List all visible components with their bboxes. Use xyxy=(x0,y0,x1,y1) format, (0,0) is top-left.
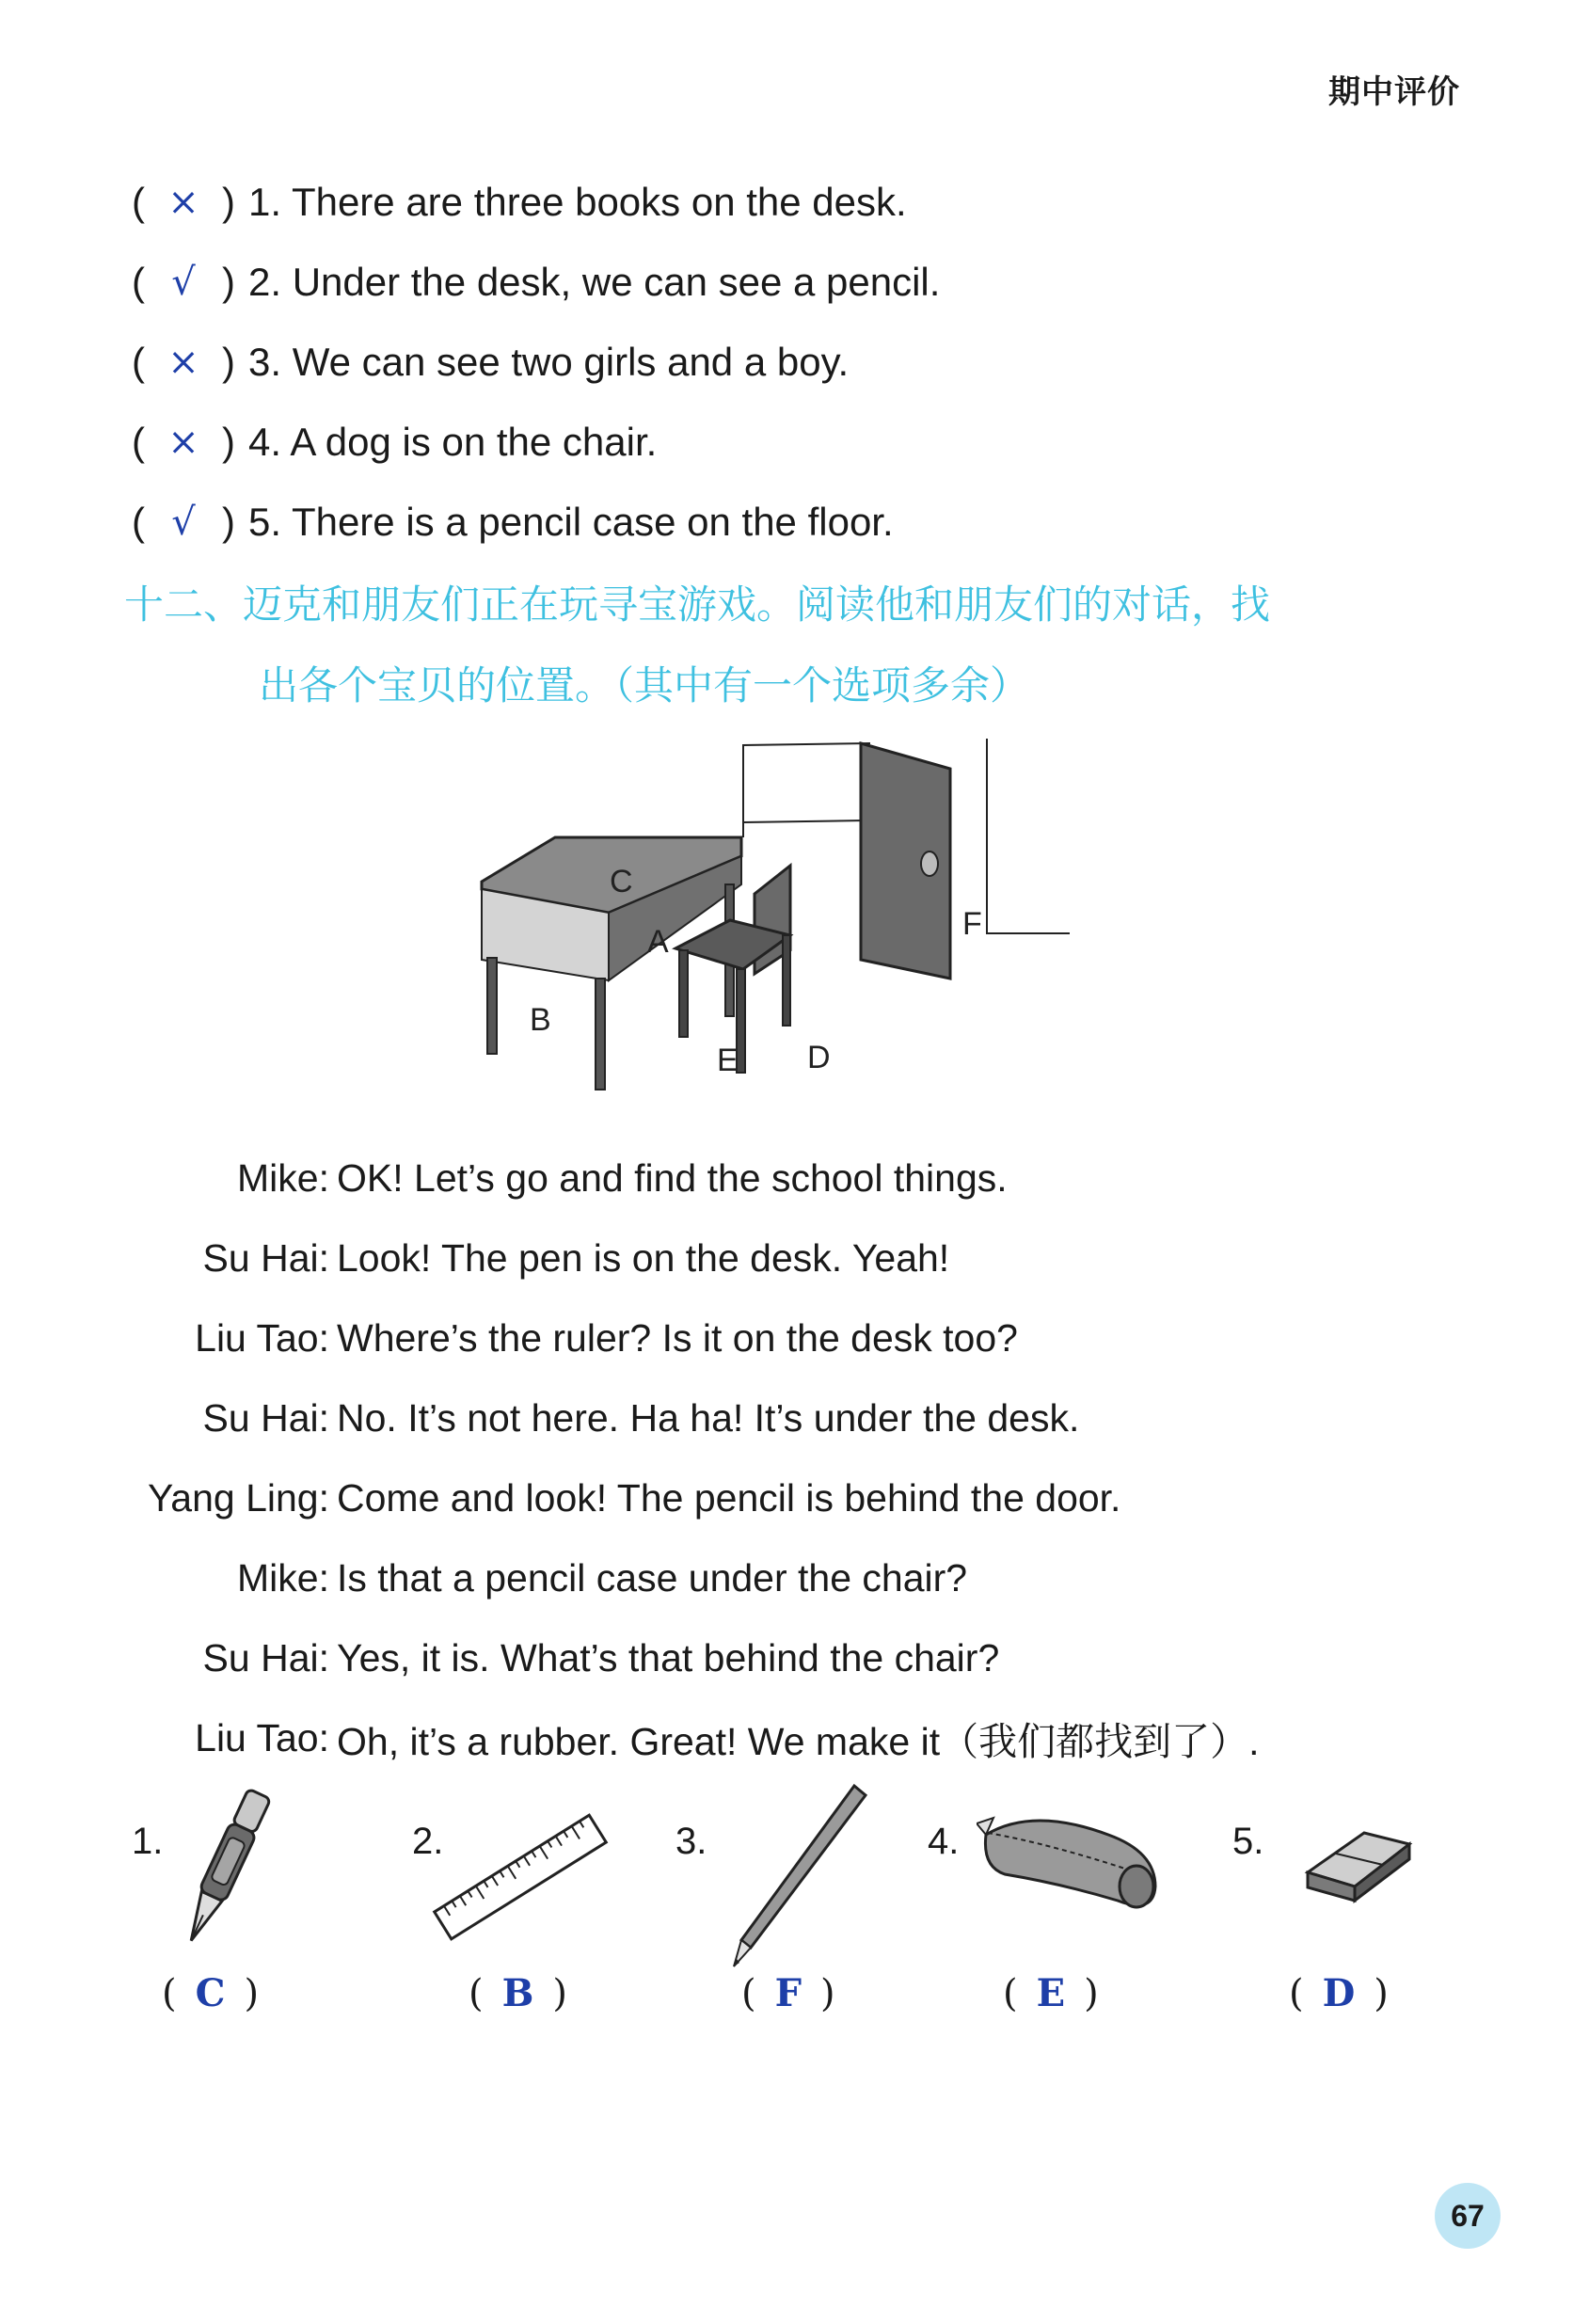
answer-mark: √ xyxy=(171,260,196,304)
desk-leg-icon xyxy=(596,979,605,1090)
open-paren: ( xyxy=(132,499,145,544)
dialogue-line xyxy=(113,1538,1259,1618)
close-paren: ) xyxy=(820,1971,835,2015)
door-frame-icon xyxy=(743,743,870,837)
classroom-scene-illustration xyxy=(470,734,1091,1129)
answer-mark: × xyxy=(167,420,199,464)
open-paren: ( xyxy=(741,1971,756,2015)
speech-text: Come and look! The pencil is behind the door. xyxy=(337,1476,1121,1520)
speaker-name: Liu Tao: xyxy=(195,1716,329,1759)
pencil-case-icon xyxy=(977,1797,1165,1929)
item-number: 3. xyxy=(675,1821,707,1862)
true-false-item xyxy=(132,402,940,482)
true-false-item xyxy=(132,242,940,322)
speaker-name: Mike: xyxy=(237,1156,329,1200)
close-paren: ) xyxy=(552,1971,568,2015)
speaker-name: Liu Tao: xyxy=(195,1316,329,1360)
speech-text: Where’s the ruler? Is it on the desk too? xyxy=(337,1316,1018,1360)
speech-text: OK! Let’s go and find the school things. xyxy=(337,1156,1008,1200)
dialogue-line xyxy=(113,1458,1259,1538)
true-false-item xyxy=(132,162,940,242)
close-paren: ) xyxy=(222,259,235,304)
close-paren: ) xyxy=(244,1971,260,2015)
dialogue-line xyxy=(113,1618,1259,1698)
dialogue xyxy=(113,1138,1259,1778)
speech-text: Look! The pen is on the desk. Yeah! xyxy=(337,1236,950,1280)
item-answer-value: E xyxy=(1036,1971,1066,2015)
scene-label-c: C xyxy=(610,864,633,899)
open-paren: ( xyxy=(162,1971,177,2015)
open-paren: ( xyxy=(132,259,145,304)
statement-text: 2. Under the desk, we can see a pencil. xyxy=(248,259,941,304)
scene-label-e: E xyxy=(717,1043,739,1078)
dialogue-line xyxy=(113,1698,1259,1778)
item-answer xyxy=(1003,1971,1099,2015)
dialogue-line xyxy=(113,1298,1259,1378)
speech-text: Oh, it’s a rubber. Great! We make it（我们都找到了）. xyxy=(337,1720,1260,1763)
section-heading xyxy=(124,565,1460,726)
open-paren: ( xyxy=(469,1971,484,2015)
wall-corner-icon xyxy=(987,739,1070,933)
item-answer-value: F xyxy=(774,1971,802,2015)
close-paren: ) xyxy=(221,339,235,384)
answer-parentheses xyxy=(132,420,235,465)
open-paren: ( xyxy=(132,419,145,464)
item-answer xyxy=(469,1971,567,2015)
close-paren: ) xyxy=(221,179,235,224)
dialogue-line xyxy=(113,1218,1259,1298)
chair-leg-icon xyxy=(783,935,790,1026)
item-answer xyxy=(162,1971,259,2015)
item-answer-value: B xyxy=(501,1971,534,2015)
open-paren: ( xyxy=(1289,1971,1304,2015)
door-frame-line xyxy=(743,820,866,822)
statement-text: 1. There are three books on the desk. xyxy=(248,179,907,224)
statement-text: 5. There is a pencil case on the floor. xyxy=(248,499,894,544)
speech-text: No. It’s not here. Ha ha! It’s under the desk. xyxy=(337,1396,1080,1440)
item-number: 2. xyxy=(412,1821,444,1862)
speech-text: Is that a pencil case under the chair? xyxy=(337,1556,968,1600)
ruler-icon xyxy=(421,1788,619,1966)
section-heading-line-2: 出各个宝贝的位置。（其中有一个选项多余） xyxy=(259,662,1030,708)
statement-text: 4. A dog is on the chair. xyxy=(248,419,658,464)
answer-mark: √ xyxy=(171,500,196,544)
answer-mark: × xyxy=(167,340,199,384)
close-paren: ) xyxy=(222,499,235,544)
scene-label-d: D xyxy=(807,1040,831,1075)
dialogue-line xyxy=(113,1378,1259,1458)
open-paren: ( xyxy=(132,179,145,224)
true-false-item xyxy=(132,482,940,562)
scene-label-a: A xyxy=(647,924,669,960)
statement-text: 3. We can see two girls and a boy. xyxy=(248,339,850,384)
close-paren: ) xyxy=(1374,1971,1389,2015)
scene-label-f: F xyxy=(962,906,982,942)
true-false-list xyxy=(132,162,940,562)
speaker-name: Su Hai: xyxy=(202,1636,329,1679)
item-number: 4. xyxy=(928,1821,960,1862)
answer-parentheses xyxy=(132,180,235,225)
section-heading-line-1: 十二、迈克和朋友们正在玩寻宝游戏。阅读他和朋友们的对话，找 xyxy=(124,581,1271,628)
answer-parentheses xyxy=(132,500,235,545)
item-answer xyxy=(741,1971,835,2015)
speaker-name: Mike: xyxy=(237,1556,329,1600)
pencil-icon xyxy=(713,1778,882,1976)
item-number: 5. xyxy=(1232,1821,1264,1862)
rubber-icon xyxy=(1298,1816,1421,1910)
true-false-item xyxy=(132,322,940,402)
answer-parentheses xyxy=(132,260,235,305)
answer-mark: × xyxy=(167,180,199,224)
page-number: 67 xyxy=(1435,2183,1501,2249)
speaker-name: Su Hai: xyxy=(202,1396,329,1440)
speaker-name: Su Hai: xyxy=(202,1236,329,1280)
page-header-title: 期中评价 xyxy=(1328,73,1460,111)
chair-leg-icon xyxy=(679,950,688,1037)
open-paren: ( xyxy=(1003,1971,1018,2015)
item-answer-value: D xyxy=(1322,1971,1356,2015)
open-paren: ( xyxy=(132,339,145,384)
close-paren: ) xyxy=(221,419,235,464)
answer-parentheses xyxy=(132,340,235,385)
item-number: 1. xyxy=(132,1821,164,1862)
door-handle-icon xyxy=(921,852,938,876)
close-paren: ) xyxy=(1084,1971,1099,2015)
school-things-list xyxy=(113,1778,1449,2042)
speaker-name: Yang Ling: xyxy=(147,1476,329,1520)
speech-text: Yes, it is. What’s that behind the chair? xyxy=(337,1636,1000,1679)
item-answer xyxy=(1289,1971,1389,2015)
dialogue-line xyxy=(113,1138,1259,1218)
desk-leg-icon xyxy=(487,958,497,1054)
pen-icon xyxy=(171,1778,275,1966)
item-answer-value: C xyxy=(195,1971,226,2015)
scene-label-b: B xyxy=(530,1002,551,1038)
